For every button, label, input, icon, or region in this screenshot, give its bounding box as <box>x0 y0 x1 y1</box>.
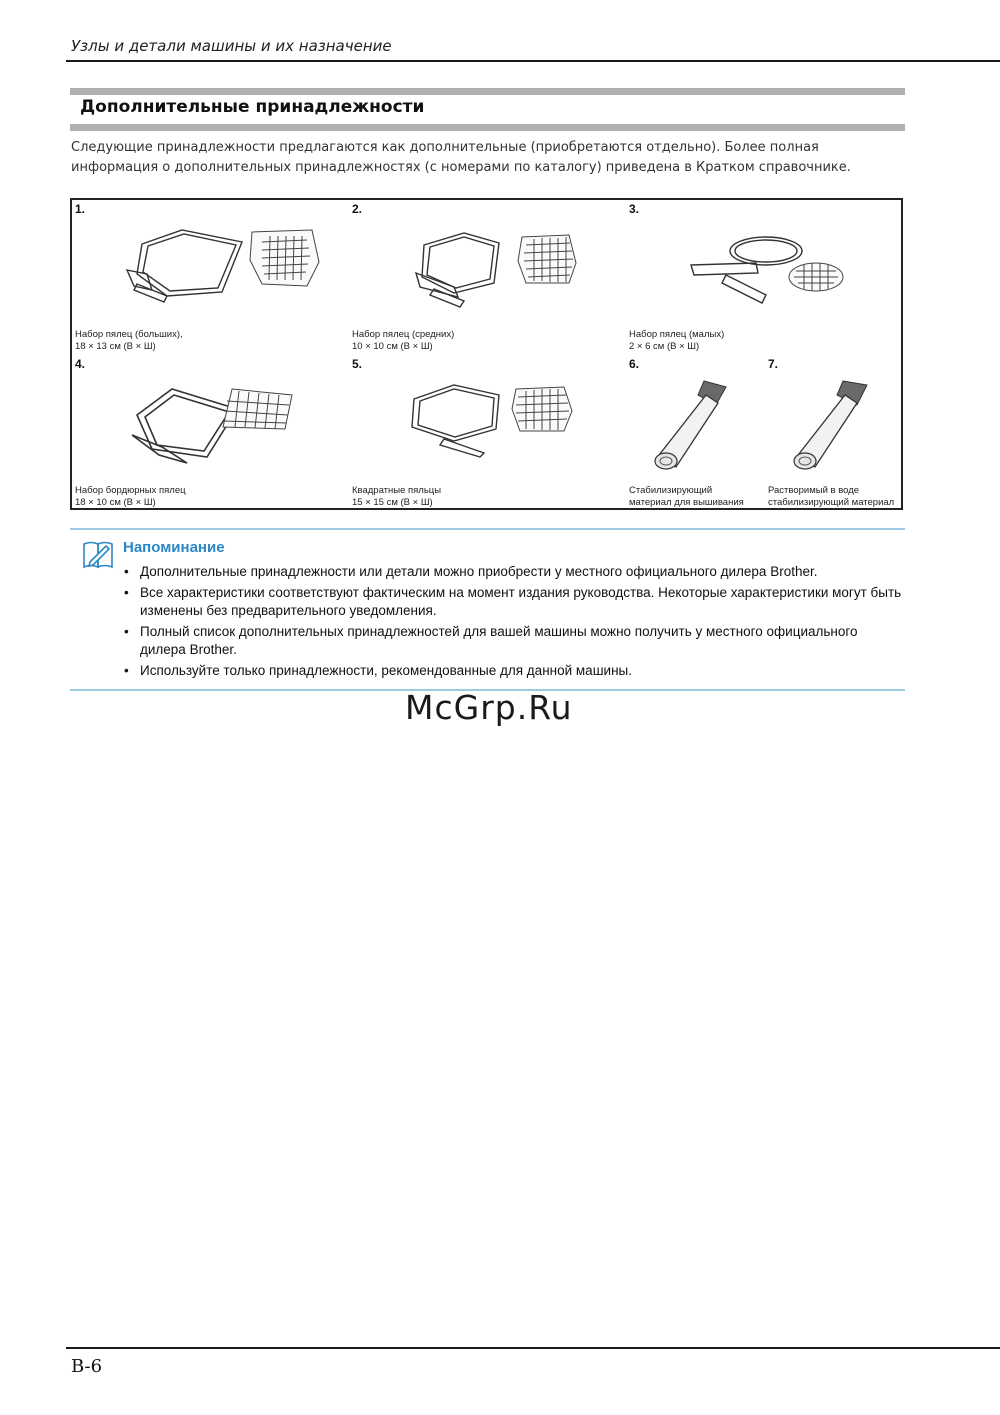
accessory-2 <box>349 200 626 355</box>
accessory-number: 3. <box>629 202 640 216</box>
page-number: B-6 <box>71 1356 103 1377</box>
water-soluble-roll-icon <box>785 377 875 472</box>
accessory-caption: материал для вышивания <box>629 497 744 508</box>
running-head: Узлы и детали машины и их назначение <box>71 37 392 55</box>
accessory-number: 5. <box>352 357 363 371</box>
accessory-caption: 18 × 10 см (В × Ш) <box>75 497 156 508</box>
accessory-caption: Набор пялец (малых) <box>629 329 725 340</box>
stabilizer-roll-icon <box>646 377 736 472</box>
accessory-caption: Набор пялец (больших), <box>75 329 183 340</box>
memo-rule-top <box>70 528 905 530</box>
accessories-figure <box>70 198 903 510</box>
accessory-number: 6. <box>629 357 640 371</box>
section-bar-top <box>70 88 905 95</box>
accessory-caption: Растворимый в воде <box>768 485 860 496</box>
medium-hoop-icon <box>394 225 594 310</box>
memo-item: • Дополнительные принадлежности или детали можно приобрести у местного официального дилера Brother. <box>124 563 904 581</box>
accessory-1 <box>72 200 349 355</box>
header-rule <box>66 60 1000 62</box>
square-hoop-icon <box>404 377 604 459</box>
memo-item: • Полный список дополнительных принадлежностей для вашей машины можно получить у местного официального дилера Brother. <box>124 623 904 659</box>
accessory-7 <box>765 355 903 510</box>
accessory-3 <box>626 200 903 355</box>
accessory-4 <box>72 355 349 510</box>
accessory-number: 2. <box>352 202 363 216</box>
memo-pencil-icon <box>82 540 116 570</box>
accessory-caption: 2 × 6 см (В × Ш) <box>629 341 700 352</box>
accessory-caption: 10 × 10 см (В × Ш) <box>352 341 433 352</box>
section-title: Дополнительные принадлежности <box>80 97 425 117</box>
accessory-caption: Набор бордюрных пялец <box>75 485 186 496</box>
accessory-caption: Набор пялец (средних) <box>352 329 455 340</box>
large-hoop-icon <box>122 222 322 304</box>
watermark: McGrp.Ru <box>405 688 573 727</box>
accessory-caption: Квадратные пяльцы <box>352 485 442 496</box>
memo-list <box>124 563 904 683</box>
memo-title: Напоминание <box>123 539 225 556</box>
accessory-caption: стабилизирующий материал <box>768 497 895 508</box>
accessory-number: 1. <box>75 202 86 216</box>
memo-item: • Все характеристики соответствуют фактическим на момент издания руководства. Некоторые характеристики могут быть изменены без предварительного уведомления. <box>124 584 904 620</box>
intro-paragraph: Следующие принадлежности предлагаются как дополнительные (приобретаются отдельно). Более полная информация о дополнительных принадлежностях (с номерами по каталогу) приведена в Кратком справочнике. <box>71 140 851 175</box>
footer-rule <box>66 1347 1000 1349</box>
accessory-caption: 18 × 13 см (В × Ш) <box>75 341 156 352</box>
accessory-number: 4. <box>75 357 86 371</box>
accessory-6 <box>626 355 765 510</box>
border-hoop-icon <box>127 377 302 469</box>
accessory-number: 7. <box>768 357 779 371</box>
small-hoop-icon <box>686 225 856 315</box>
accessory-caption: 15 × 15 см (В × Ш) <box>352 497 433 508</box>
accessory-5 <box>349 355 626 510</box>
section-bar-bottom <box>70 124 905 131</box>
accessory-caption: Стабилизирующий <box>629 485 713 496</box>
memo-item: • Используйте только принадлежности, рекомендованные для данной машины. <box>124 662 904 680</box>
